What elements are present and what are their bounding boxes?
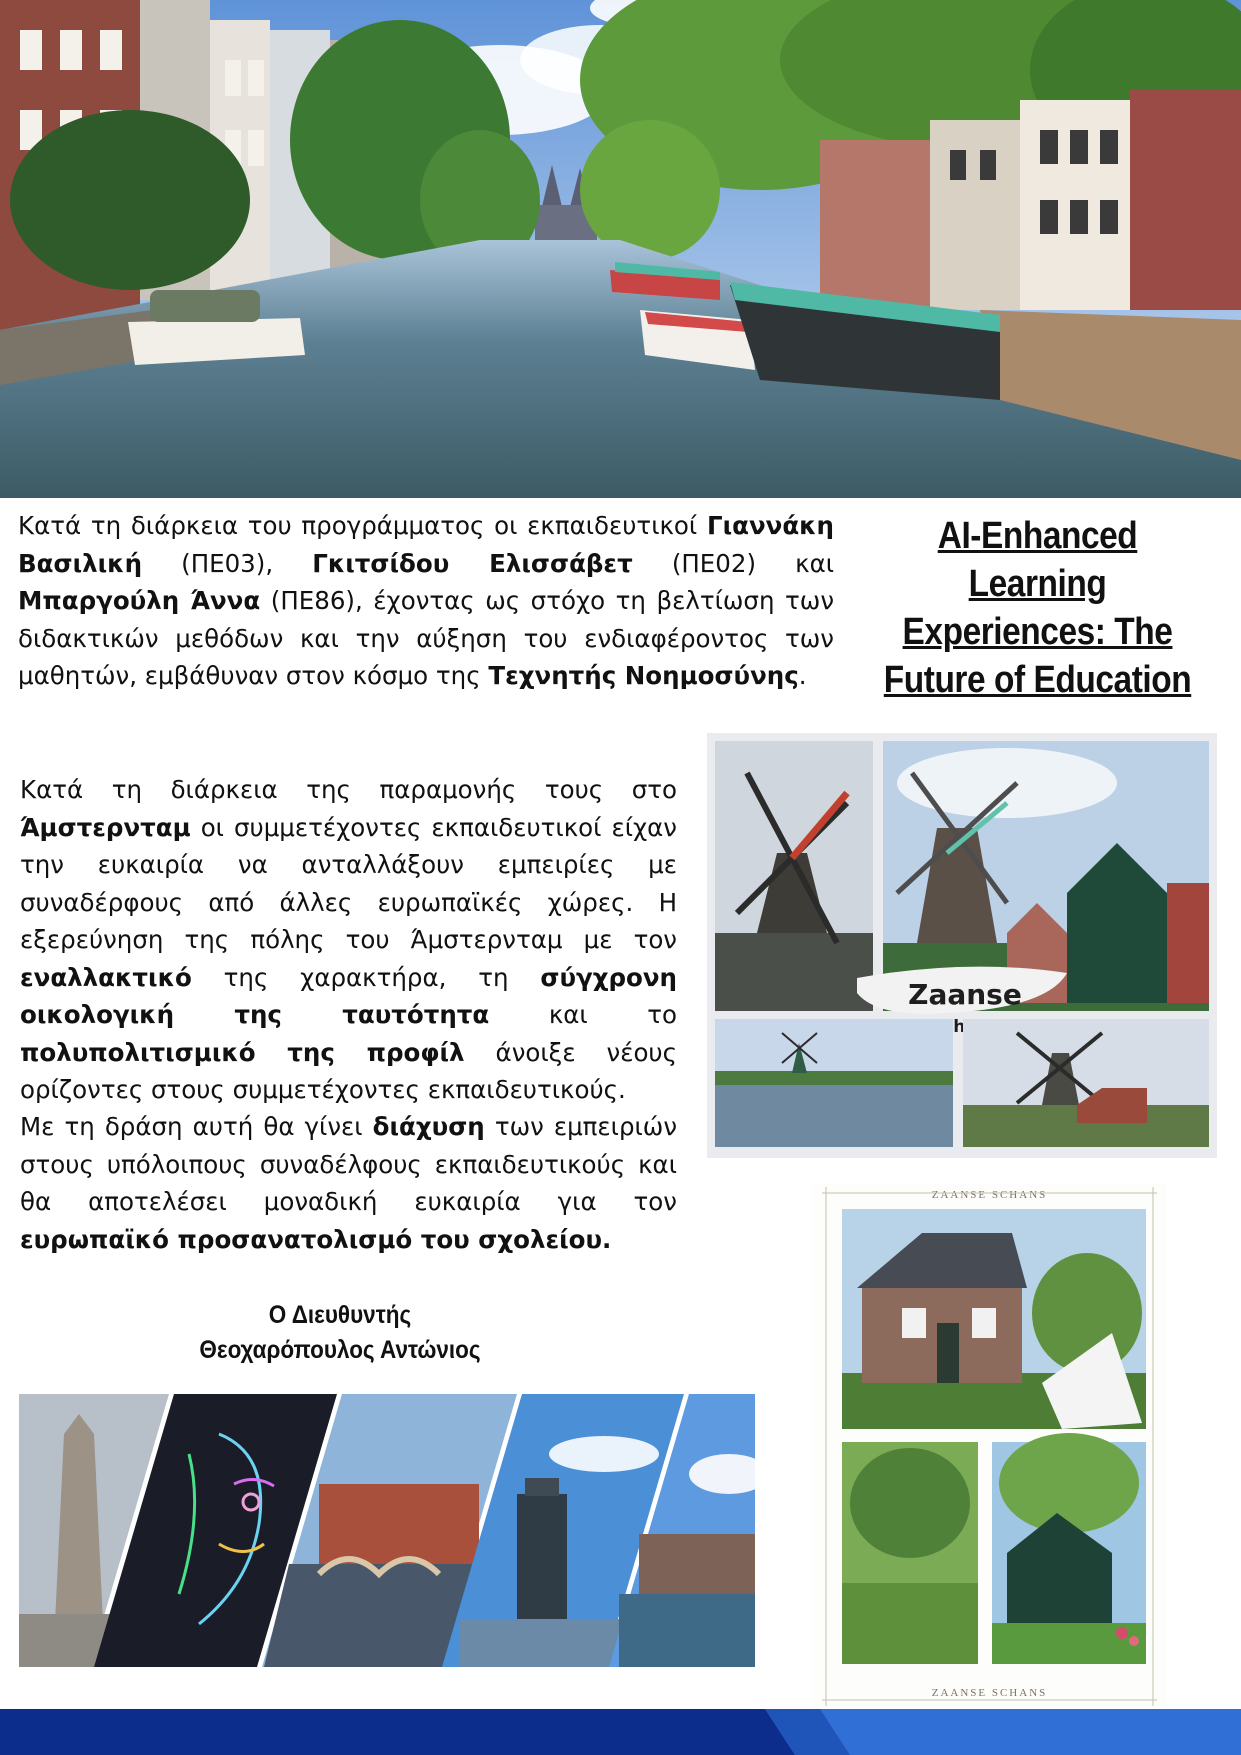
text-segment: . bbox=[798, 661, 807, 690]
page-title: AI-Enhanced Learning Experiences: The Future of Education bbox=[883, 515, 1192, 701]
text-segment: (ΠΕ86), έχοντας ως στόχο τη βελτίωση των διδακτικών μεθόδων και την αύξηση του ενδιαφέροντος των μαθητών, εμβάθυναν στον κόσμο της bbox=[18, 586, 835, 690]
emphasis-text: διάχυση bbox=[372, 1112, 485, 1141]
signature-role: Ο Διευθυντής bbox=[268, 1301, 412, 1329]
zaanse-schans-postcard bbox=[812, 1183, 1167, 1710]
zaanse-schans-collage bbox=[707, 733, 1217, 1158]
text-segment: οι συμμετέχοντες εκπαιδευτικοί είχαν την ευκαιρία να ανταλλάξουν εμπειρίες με συναδέρφους από άλλες ευρωπαϊκές χώρες. Η εξερεύνηση της πόλης του Άμστερνταμ με τον bbox=[20, 812, 677, 954]
teacher-name: Γιαννάκη Βασιλική bbox=[18, 511, 834, 578]
dissemination-paragraph bbox=[20, 1108, 677, 1258]
emphasis-text: Άμστερνταμ bbox=[20, 812, 191, 842]
teacher-name: Μπαργούλη Άννα bbox=[18, 586, 261, 615]
emphasis-text: πολυπολιτισμικό της προφίλ bbox=[20, 1037, 465, 1067]
postcard-caption-top: ZAANSE SCHANS bbox=[931, 1189, 1048, 1201]
amsterdam-photos bbox=[19, 1394, 755, 1667]
text-segment: Κατά τη διάρκεια της παραμονής τους στο bbox=[20, 775, 677, 804]
intro-paragraph bbox=[18, 507, 834, 695]
canal-illustration bbox=[0, 0, 1241, 498]
footer-band bbox=[0, 1709, 1241, 1755]
amsterdam-photo-strip bbox=[19, 1394, 755, 1667]
text-segment: και το bbox=[489, 1000, 677, 1029]
text-segment: άνοιξε νέους ορίζοντες στους συμμετέχοντες εκπαιδευτικούς. bbox=[20, 1037, 677, 1104]
emphasis-text: εναλλακτικό bbox=[20, 962, 192, 992]
postcard-caption-bottom: ZAANSE SCHANS bbox=[931, 1687, 1048, 1699]
emphasis-text: σύγχρονη οικολογική της ταυτότητα bbox=[20, 962, 677, 1029]
signature-block bbox=[169, 1298, 511, 1368]
text-segment: Με τη δράση αυτή θα γίνει bbox=[20, 1112, 373, 1141]
footer-shape bbox=[0, 1709, 1241, 1755]
collage-label-main: Zaanse bbox=[908, 978, 1022, 1011]
emphasis-text: Τεχνητής Νοημοσύνης bbox=[488, 661, 799, 690]
windmill-photos bbox=[707, 733, 1217, 1158]
text-segment: (ΠΕ02) και bbox=[632, 548, 835, 578]
text-segment: Κατά τη διάρκεια του προγράμματος οι εκπαιδευτικοί bbox=[18, 511, 707, 540]
emphasis-text: ευρωπαϊκό προσανατολισμό του σχολείου. bbox=[20, 1224, 612, 1254]
postcard-photos bbox=[812, 1183, 1167, 1710]
text-segment: της χαρακτήρα, τη bbox=[191, 962, 541, 992]
amsterdam-paragraph bbox=[20, 771, 677, 1109]
signature-name: Θεοχαρόπουλος Αντώνιος bbox=[199, 1336, 481, 1364]
teacher-name: Γκιτσίδου Ελισσάβετ bbox=[312, 548, 633, 578]
text-segment: των εμπειριών στους υπόλοιπους συναδέλφους εκπαιδευτικούς και θα αποτελέσει μοναδική ευκαιρία για τον bbox=[20, 1112, 678, 1216]
text-segment: (ΠΕ03), bbox=[142, 548, 313, 578]
hero-canal-photo bbox=[0, 0, 1241, 498]
